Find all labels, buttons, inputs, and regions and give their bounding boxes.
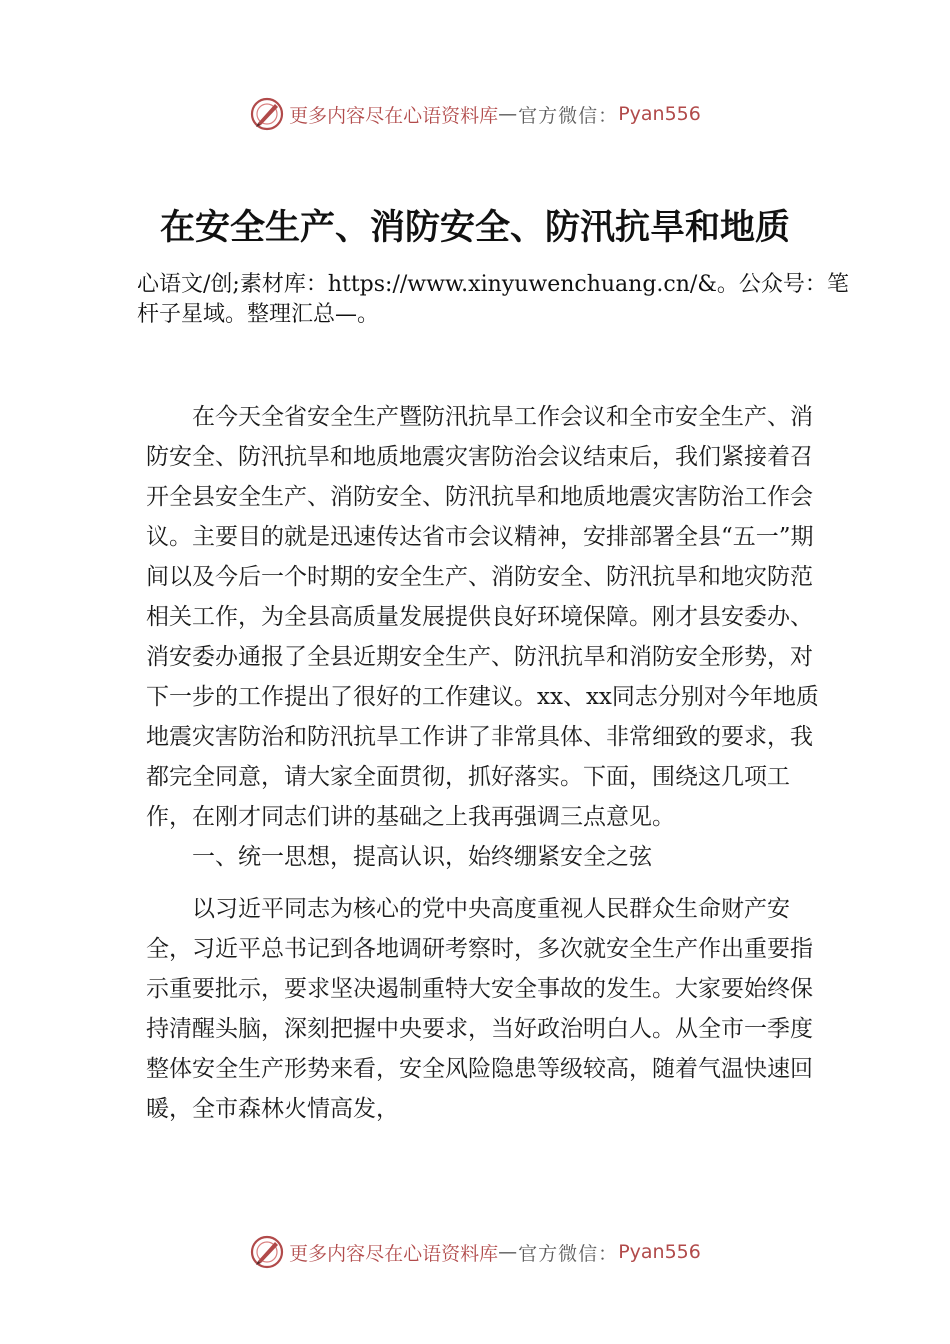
banner-separator: — [498, 103, 519, 125]
paragraph-intro: 在今天全省安全生产暨防汛抗旱工作会议和全市安全生产、消防安全、防汛抗旱和地质地震灾害防治会议结束后，我们紧接着召开全县安全生产、消防安全、防汛抗旱和地质地震灾害防治工作会议。主要目的就是迅速传达省市会议精神，安排部署全县“五一”期间以及今后一个时期的安全生产、消防安全、防汛抗旱和地灾防范相关工作，为全县高质量发展提供良好环境保障。刚才县安委办、消安委办通报了全县近期安全生产、防汛抗旱和消防安全形势，对下一步的工作提出了很好的工作建议。xx、xx同志分别对今年地质地震灾害防治和防汛抗旱工作讲了非常具体、非常细致的要求，我都完全同意，请大家全面贯彻，抓好落实。下面，围绕这几项工作，在刚才同志们讲的基础之上我再强调三点意见。 [146, 404, 819, 830]
document-title: 在安全生产、消防安全、防汛抗旱和地质 [159, 207, 790, 248]
paragraph-section-one: 以习近平同志为核心的党中央高度重视人民群众生命财产安全，习近平总书记到各地调研考察时，多次就安全生产作出重要指示重要批示，要求坚决遏制重特大安全事故的发生。大家要始终保持清醒头脑，深刻把握中央要求，当好政治明白人。从全市一季度整体安全生产形势来看，安全风险隐患等级较高，随着气温快速回暖，全市森林火情高发， [146, 896, 813, 1122]
banner-main-text: 更多内容尽在心语资料库 [289, 104, 499, 127]
banner-wechat-id: Pyan556 [618, 103, 701, 125]
brand-logo-icon [249, 96, 285, 132]
banner-wechat-id: Pyan556 [618, 1241, 701, 1263]
banner-sub-text: 官方微信： [518, 104, 619, 127]
brand-logo-icon [249, 1234, 285, 1270]
footer-banner [0, 1232, 950, 1272]
document-body [146, 397, 826, 1129]
source-line: 心语文/创;素材库：https://www.xinyuwenchuang.cn/&。公众号：笔杆子星域。整理汇总—。 [137, 272, 849, 327]
header-banner [0, 94, 950, 134]
banner-separator: — [498, 1241, 519, 1263]
banner-sub-text: 官方微信： [518, 1242, 619, 1265]
section-heading: 一、统一思想，提高认识，始终绷紧安全之弦 [192, 844, 652, 870]
banner-main-text: 更多内容尽在心语资料库 [289, 1242, 499, 1265]
